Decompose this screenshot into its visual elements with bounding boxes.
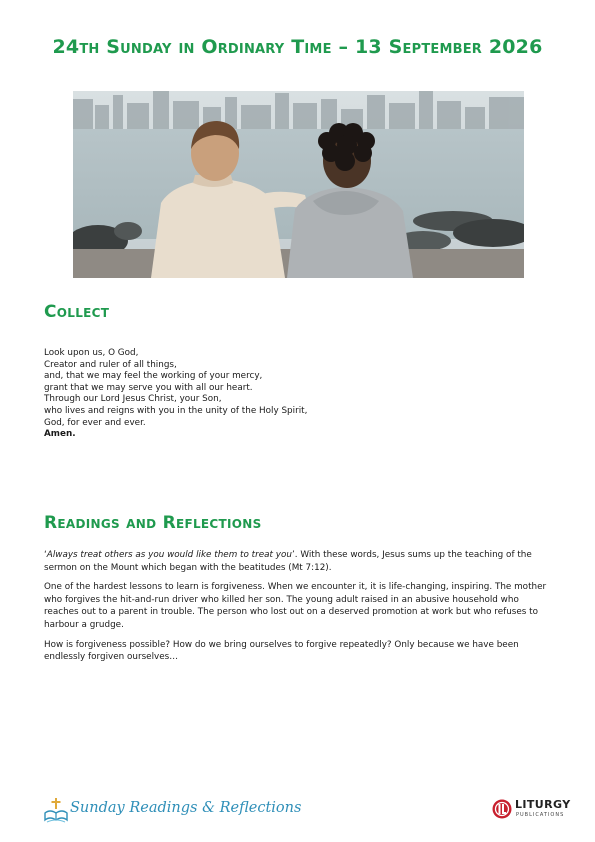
- collect-line: and, that we may feel the working of your mercy,: [44, 371, 263, 382]
- footer-brand-text: Sunday Readings & Reflections: [70, 800, 302, 816]
- photo-two-men-by-water-icon: [73, 91, 524, 278]
- collect-line: Look upon us, O God,: [44, 348, 139, 358]
- readings-paragraph-2: One of the hardest lessons to learn is forgiveness. When we encounter it, it is life-changing, inspiring. The mother who forgives the hit-and-run driver who killed her son. The young adult raised in an abusive household who reaches out to a parent in trouble. The person who lost out on a deserved promotion at work but who refuses to harbour a grudge.: [44, 582, 547, 630]
- open-book-cross-icon: [44, 797, 68, 823]
- collect-amen: Amen.: [44, 429, 76, 440]
- readings-body: [44, 549, 554, 671]
- quote-text: Always treat others as you would like them to treat you: [46, 550, 292, 560]
- collect-heading: Collect: [44, 302, 110, 322]
- publisher-name: LITURGY: [515, 798, 571, 811]
- collect-line: Through our Lord Jesus Christ, your Son,: [44, 394, 222, 405]
- quote-close-mark: ’: [291, 550, 295, 560]
- collect-prayer: [44, 348, 544, 441]
- collect-line: grant that we may serve you with all our heart.: [44, 382, 253, 393]
- quote-open-mark: ‘: [44, 550, 47, 560]
- collect-line: who lives and reigns with you in the unity of the Holy Spirit,: [44, 405, 308, 416]
- hero-image: [73, 91, 524, 278]
- readings-paragraph-1: [44, 549, 554, 574]
- liturgy-logo-icon: [492, 798, 512, 820]
- readings-heading: Readings and Reflections: [44, 513, 262, 533]
- collect-line: God, for ever and ever.: [44, 417, 146, 428]
- collect-line: Creator and ruler of all things,: [44, 359, 177, 370]
- footer-brand: [44, 797, 324, 823]
- page-title: 24th Sunday in Ordinary Time – 13 September 2026: [52, 36, 543, 58]
- readings-paragraph-1-rest: . With these words, Jesus sums up the teaching of the sermon on the Mount which began with the beatitudes (Mt 7:12).: [44, 550, 532, 573]
- publisher-subtitle: PUBLICATIONS: [516, 812, 565, 818]
- readings-paragraph-3: How is forgiveness possible? How do we bring ourselves to forgive repeatedly? Only because we have been endlessly forgiven ourselves…: [44, 639, 519, 663]
- liturgy-publications-logo: [492, 797, 582, 823]
